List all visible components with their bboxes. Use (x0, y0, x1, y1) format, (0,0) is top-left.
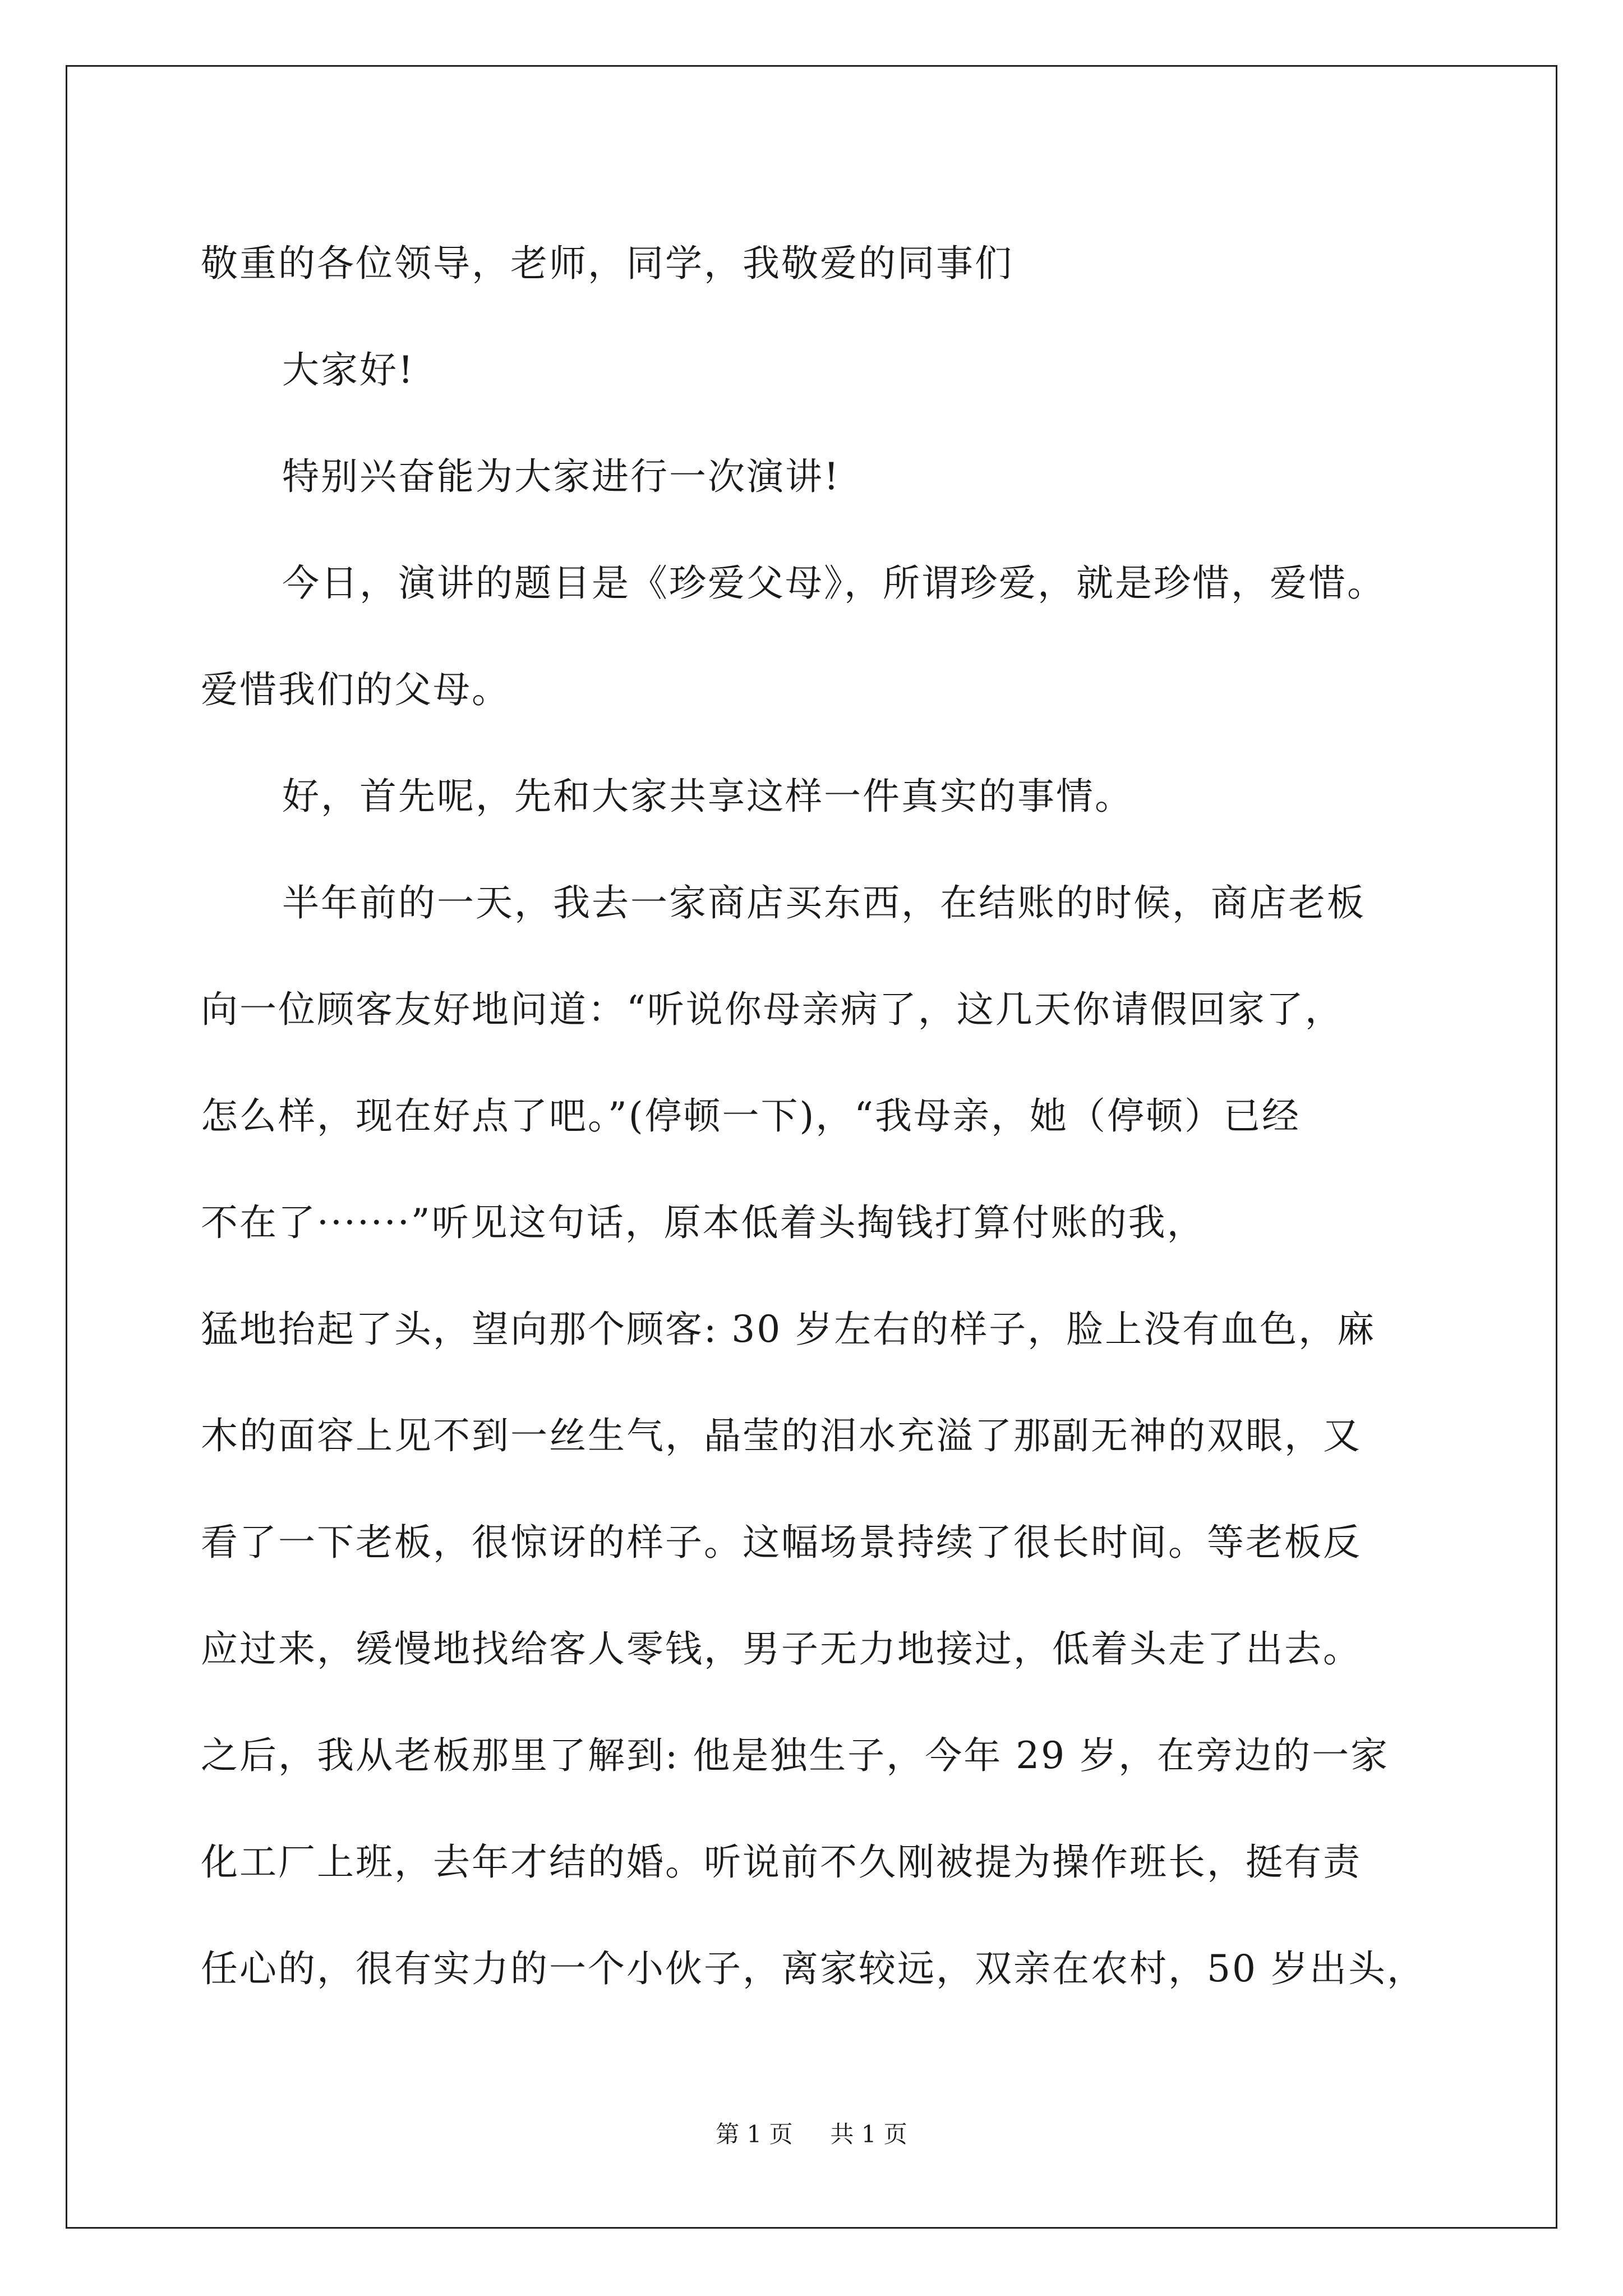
page-footer (0, 2116, 1623, 2150)
paragraph-line: 向一位顾客友好地问道：“听说你母亲病了，这几天你请假回家了， (201, 988, 1344, 1031)
paragraph-line: 不在了·······”听见这句话，原本低着头掏钱打算付账的我， (201, 1201, 1206, 1244)
intro-line: 特别兴奋能为大家进行一次演讲! (282, 455, 841, 498)
paragraph-line: 任心的，很有实力的一个小伙子，离家较远，双亲在农村，50 岁出头， (201, 1947, 1426, 1990)
paragraph-line: 爱惜我们的父母。 (201, 668, 510, 711)
paragraph-line: 猛地抬起了头，望向那个顾客: 30 岁左右的样子，脸上没有血色，麻 (201, 1308, 1376, 1351)
paragraph-line: 木的面容上见不到一丝生气，晶莹的泪水充溢了那副无神的双眼，又 (201, 1414, 1362, 1457)
greeting-line: 大家好! (282, 348, 415, 392)
page-number: 第 1 页 (716, 2120, 793, 2148)
paragraph-line: 化工厂上班，去年才结的婚。听说前不久刚被提为操作班长，挺有责 (201, 1841, 1362, 1884)
paragraph-line: 今日，演讲的题目是《珍爱父母》，所谓珍爱，就是珍惜，爱惜。 (282, 562, 1386, 605)
paragraph-line: 应过来，缓慢地找给客人零钱，男子无力地接过，低着头走了出去。 (201, 1627, 1362, 1671)
paragraph-line: 之后，我从老板那里了解到: 他是独生子，今年 29 岁，在旁边的一家 (201, 1734, 1390, 1777)
paragraph-line: 看了一下老板，很惊讶的样子。这幅场景持续了很长时间。等老板反 (201, 1521, 1362, 1564)
salutation-line: 敬重的各位领导，老师，同学，我敬爱的同事们 (201, 242, 1013, 285)
page-total: 共 1 页 (830, 2120, 907, 2148)
document-body (201, 210, 1468, 2022)
paragraph-line: 好，首先呢，先和大家共享这样一件真实的事情。 (282, 775, 1133, 818)
paragraph-line: 怎么样，现在好点了吧。”(停顿一下)，“我母亲，她（停顿）已经 (201, 1094, 1301, 1138)
paragraph-line: 半年前的一天，我去一家商店买东西，在结账的时候，商店老板 (282, 881, 1366, 924)
